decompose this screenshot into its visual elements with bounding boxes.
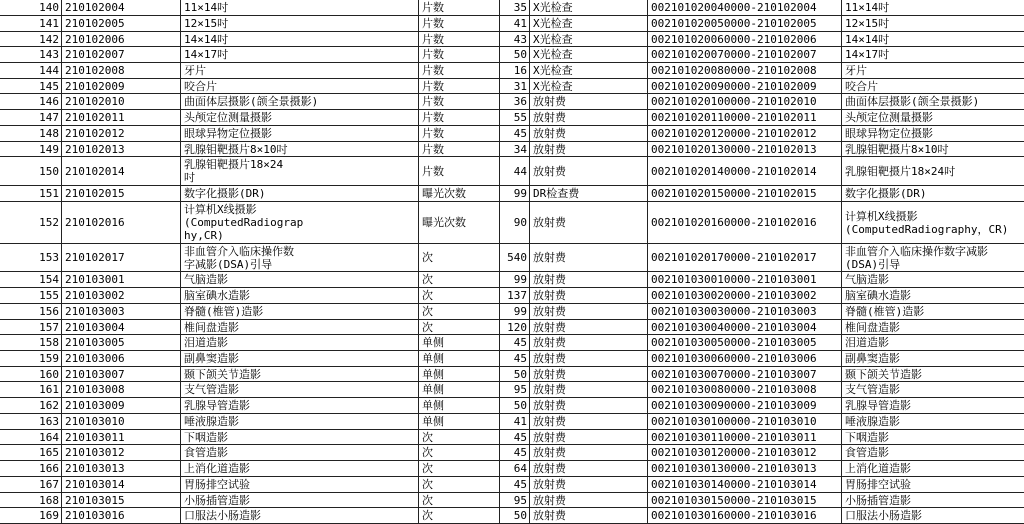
full-code-cell[interactable]: 002101030100000-210103010 (648, 414, 842, 430)
full-code-cell[interactable]: 002101030120000-210103012 (648, 445, 842, 461)
fee-category-cell[interactable]: 放射费 (530, 493, 648, 508)
row-number-cell[interactable]: 142 (0, 32, 62, 47)
item-name-full-cell[interactable]: 椎间盘造影 (842, 320, 1024, 335)
fee-category-cell[interactable]: 放射费 (530, 110, 648, 126)
row-number-cell[interactable]: 140 (0, 0, 62, 16)
full-code-cell[interactable]: 002101020070000-210102007 (648, 47, 842, 63)
fee-category-cell[interactable]: 放射费 (530, 398, 648, 414)
table-row (0, 430, 1024, 445)
cell-text-line: 乳腺钼靶摄片18×24 (184, 158, 284, 171)
item-name-full-cell[interactable]: 乳腺钼靶摄片8×10吋 (842, 142, 1024, 157)
price-cell[interactable]: 31 (500, 79, 530, 94)
price-cell[interactable]: 99 (500, 304, 530, 320)
row-number-cell[interactable]: 147 (0, 110, 62, 126)
price-cell[interactable]: 41 (500, 16, 530, 32)
unit-cell[interactable]: 曝光次数 (419, 202, 500, 244)
item-name-cell[interactable] (181, 202, 419, 244)
price-cell[interactable]: 540 (500, 244, 530, 272)
full-code-cell[interactable]: 002101020130000-210102013 (648, 142, 842, 157)
table-row (0, 202, 1024, 244)
cell-text-line: 计算机X线摄影 (184, 203, 257, 216)
table-row (0, 477, 1024, 493)
row-number-cell[interactable]: 166 (0, 461, 62, 477)
item-code-cell[interactable]: 210102007 (62, 47, 181, 63)
unit-cell[interactable]: 曝光次数 (419, 186, 500, 202)
item-code-cell[interactable]: 210102014 (62, 157, 181, 186)
item-name-full-cell[interactable]: 泪道造影 (842, 335, 1024, 351)
item-name-cell[interactable]: 小肠插管造影 (181, 493, 419, 508)
price-cell[interactable]: 137 (500, 288, 530, 304)
table-row (0, 398, 1024, 414)
unit-cell[interactable]: 片数 (419, 142, 500, 157)
full-code-cell[interactable]: 002101030040000-210103004 (648, 320, 842, 335)
unit-cell[interactable]: 片数 (419, 126, 500, 142)
item-code-cell[interactable]: 210103005 (62, 335, 181, 351)
full-code-cell[interactable]: 002101030130000-210103013 (648, 461, 842, 477)
item-code-cell[interactable]: 210103008 (62, 382, 181, 398)
full-code-cell[interactable]: 002101030060000-210103006 (648, 351, 842, 367)
row-number-cell[interactable]: 168 (0, 493, 62, 508)
fee-category-cell[interactable]: 放射费 (530, 414, 648, 430)
price-cell[interactable]: 16 (500, 63, 530, 79)
item-code-cell[interactable]: 210102016 (62, 202, 181, 244)
row-number-cell[interactable]: 148 (0, 126, 62, 142)
full-code-cell[interactable]: 002101020100000-210102010 (648, 94, 842, 110)
item-name-full-cell[interactable]: 牙片 (842, 63, 1024, 79)
row-number-cell[interactable]: 159 (0, 351, 62, 367)
cell-text-line: 吋 (184, 171, 195, 184)
full-code-cell[interactable]: 002101020140000-210102014 (648, 157, 842, 186)
item-name-cell[interactable]: 脑室碘水造影 (181, 288, 419, 304)
item-code-cell[interactable]: 210102009 (62, 79, 181, 94)
price-cell[interactable]: 64 (500, 461, 530, 477)
full-code-cell[interactable]: 002101020090000-210102009 (648, 79, 842, 94)
full-code-cell[interactable]: 002101020050000-210102005 (648, 16, 842, 32)
price-cell[interactable]: 43 (500, 32, 530, 47)
item-code-cell[interactable]: 210103011 (62, 430, 181, 445)
item-name-cell[interactable]: 12×15吋 (181, 16, 419, 32)
full-code-cell[interactable]: 002101030110000-210103011 (648, 430, 842, 445)
table-row (0, 508, 1024, 524)
item-code-cell[interactable]: 210102012 (62, 126, 181, 142)
item-name-cell[interactable]: 14×14吋 (181, 32, 419, 47)
unit-cell[interactable]: 片数 (419, 47, 500, 63)
unit-cell[interactable]: 单侧 (419, 414, 500, 430)
item-name-full-cell[interactable]: 胃肠排空试验 (842, 477, 1024, 493)
full-code-cell[interactable]: 002101030080000-210103008 (648, 382, 842, 398)
table-row (0, 414, 1024, 430)
item-code-cell[interactable]: 210102008 (62, 63, 181, 79)
item-code-cell[interactable]: 210103007 (62, 367, 181, 382)
unit-cell[interactable]: 片数 (419, 157, 500, 186)
table-row (0, 367, 1024, 382)
table-row (0, 382, 1024, 398)
fee-category-cell[interactable]: 放射费 (530, 202, 648, 244)
table-row (0, 461, 1024, 477)
row-number-cell[interactable]: 152 (0, 202, 62, 244)
table-row (0, 0, 1024, 16)
item-name-full-cell[interactable]: 上消化道造影 (842, 461, 1024, 477)
fee-category-cell[interactable]: X光检查 (530, 79, 648, 94)
row-number-cell[interactable]: 144 (0, 63, 62, 79)
item-name-cell[interactable]: 气脑造影 (181, 272, 419, 288)
price-cell[interactable]: 35 (500, 0, 530, 16)
full-code-cell[interactable]: 002101030020000-210103002 (648, 288, 842, 304)
unit-cell[interactable]: 次 (419, 320, 500, 335)
fee-category-cell[interactable]: 放射费 (530, 244, 648, 272)
row-number-cell[interactable]: 145 (0, 79, 62, 94)
price-cell[interactable]: 45 (500, 477, 530, 493)
price-cell[interactable]: 36 (500, 94, 530, 110)
unit-cell[interactable]: 单侧 (419, 367, 500, 382)
price-cell[interactable]: 41 (500, 414, 530, 430)
fee-category-cell[interactable]: 放射费 (530, 320, 648, 335)
table-row (0, 304, 1024, 320)
full-code-cell[interactable]: 002101030150000-210103015 (648, 493, 842, 508)
fee-category-cell[interactable]: 放射费 (530, 142, 648, 157)
fee-category-cell[interactable]: 放射费 (530, 351, 648, 367)
item-name-full-cell[interactable]: 食管造影 (842, 445, 1024, 461)
row-number-cell[interactable]: 162 (0, 398, 62, 414)
item-name-cell[interactable]: 椎间盘造影 (181, 320, 419, 335)
item-name-full-cell[interactable]: 14×17吋 (842, 47, 1024, 63)
row-number-cell[interactable]: 150 (0, 157, 62, 186)
item-name-cell[interactable]: 唾液腺造影 (181, 414, 419, 430)
price-cell[interactable]: 50 (500, 47, 530, 63)
item-code-cell[interactable]: 210102017 (62, 244, 181, 272)
item-name-cell[interactable]: 支气管造影 (181, 382, 419, 398)
item-code-cell[interactable]: 210102004 (62, 0, 181, 16)
table-row (0, 186, 1024, 202)
cell-text-line: hy,CR) (184, 229, 224, 242)
table-row (0, 493, 1024, 508)
item-name-full-cell[interactable]: 数字化摄影(DR) (842, 186, 1024, 202)
row-number-cell[interactable]: 146 (0, 94, 62, 110)
item-name-full-cell[interactable]: 气脑造影 (842, 272, 1024, 288)
item-name-cell[interactable]: 咬合片 (181, 79, 419, 94)
item-name-cell[interactable] (181, 244, 419, 272)
row-number-cell[interactable]: 153 (0, 244, 62, 272)
item-code-cell[interactable]: 210102015 (62, 186, 181, 202)
full-code-cell[interactable]: 002101030050000-210103005 (648, 335, 842, 351)
unit-cell[interactable]: 次 (419, 461, 500, 477)
price-cell[interactable]: 99 (500, 272, 530, 288)
full-code-cell[interactable]: 002101030070000-210103007 (648, 367, 842, 382)
table-row (0, 79, 1024, 94)
item-code-cell[interactable]: 210103010 (62, 414, 181, 430)
table-row (0, 32, 1024, 47)
row-number-cell[interactable]: 149 (0, 142, 62, 157)
unit-cell[interactable]: 次 (419, 288, 500, 304)
cell-text-line: 计算机X线摄影 (845, 209, 918, 223)
item-name-cell[interactable]: 数字化摄影(DR) (181, 186, 419, 202)
item-code-cell[interactable]: 210103016 (62, 508, 181, 524)
price-cell[interactable]: 45 (500, 126, 530, 142)
unit-cell[interactable]: 片数 (419, 79, 500, 94)
item-code-cell[interactable]: 210103012 (62, 445, 181, 461)
price-cell[interactable]: 44 (500, 157, 530, 186)
fee-category-cell[interactable]: DR检查费 (530, 186, 648, 202)
item-name-full-cell[interactable]: 副鼻窦造影 (842, 351, 1024, 367)
full-code-cell[interactable]: 002101020080000-210102008 (648, 63, 842, 79)
unit-cell[interactable]: 单侧 (419, 335, 500, 351)
price-cell[interactable]: 50 (500, 508, 530, 524)
cell-text-line: 非血管介入临床操作数字减影 (845, 244, 988, 258)
fee-category-cell[interactable]: 放射费 (530, 288, 648, 304)
item-name-cell[interactable]: 乳腺导管造影 (181, 398, 419, 414)
item-name-cell[interactable]: 食管造影 (181, 445, 419, 461)
fee-category-cell[interactable]: 放射费 (530, 477, 648, 493)
item-name-cell[interactable] (181, 157, 419, 186)
full-code-cell[interactable]: 002101030030000-210103003 (648, 304, 842, 320)
price-cell[interactable]: 45 (500, 351, 530, 367)
unit-cell[interactable]: 次 (419, 477, 500, 493)
item-name-full-cell[interactable]: 头颅定位测量摄影 (842, 110, 1024, 126)
item-name-full-cell[interactable]: 12×15吋 (842, 16, 1024, 32)
unit-cell[interactable]: 片数 (419, 94, 500, 110)
table-row (0, 126, 1024, 142)
row-number-cell[interactable]: 165 (0, 445, 62, 461)
item-code-cell[interactable]: 210103003 (62, 304, 181, 320)
unit-cell[interactable]: 片数 (419, 16, 500, 32)
fee-category-cell[interactable]: X光检查 (530, 63, 648, 79)
item-name-full-cell[interactable]: 曲面体层摄影(颌全景摄影) (842, 94, 1024, 110)
table-row (0, 244, 1024, 272)
row-number-cell[interactable]: 167 (0, 477, 62, 493)
item-name-cell[interactable]: 胃肠排空试验 (181, 477, 419, 493)
item-code-cell[interactable]: 210102006 (62, 32, 181, 47)
row-number-cell[interactable]: 164 (0, 430, 62, 445)
item-name-cell[interactable]: 头颅定位测量摄影 (181, 110, 419, 126)
table-row (0, 320, 1024, 335)
price-cell[interactable]: 50 (500, 398, 530, 414)
item-name-cell[interactable]: 副鼻窦造影 (181, 351, 419, 367)
full-code-cell[interactable]: 002101020040000-210102004 (648, 0, 842, 16)
item-name-full-cell[interactable]: 小肠插管造影 (842, 493, 1024, 508)
item-name-cell[interactable]: 下咽造影 (181, 430, 419, 445)
item-name-cell[interactable]: 脊髓(椎管)造影 (181, 304, 419, 320)
full-code-cell[interactable]: 002101020110000-210102011 (648, 110, 842, 126)
row-number-cell[interactable]: 151 (0, 186, 62, 202)
item-name-full-cell[interactable]: 咬合片 (842, 79, 1024, 94)
full-code-cell[interactable]: 002101020120000-210102012 (648, 126, 842, 142)
fee-category-cell[interactable]: 放射费 (530, 508, 648, 524)
full-code-cell[interactable]: 002101020150000-210102015 (648, 186, 842, 202)
unit-cell[interactable]: 片数 (419, 110, 500, 126)
item-name-cell[interactable]: 眼球异物定位摄影 (181, 126, 419, 142)
price-cell[interactable]: 120 (500, 320, 530, 335)
item-code-cell[interactable]: 210102005 (62, 16, 181, 32)
price-cell[interactable]: 50 (500, 367, 530, 382)
full-code-cell[interactable]: 002101020160000-210102016 (648, 202, 842, 244)
item-name-full-cell[interactable]: 眼球异物定位摄影 (842, 126, 1024, 142)
unit-cell[interactable]: 次 (419, 445, 500, 461)
table-row (0, 157, 1024, 186)
full-code-cell[interactable]: 002101030140000-210103014 (648, 477, 842, 493)
fee-category-cell[interactable]: 放射费 (530, 272, 648, 288)
item-name-full-cell[interactable] (842, 202, 1024, 244)
table-row (0, 288, 1024, 304)
full-code-cell[interactable]: 002101030010000-210103001 (648, 272, 842, 288)
item-name-cell[interactable]: 牙片 (181, 63, 419, 79)
unit-cell[interactable]: 单侧 (419, 398, 500, 414)
cell-text-line: 非血管介入临床操作数 (184, 244, 294, 258)
item-name-full-cell[interactable]: 下咽造影 (842, 430, 1024, 445)
unit-cell[interactable]: 次 (419, 304, 500, 320)
fee-category-cell[interactable]: 放射费 (530, 461, 648, 477)
item-name-cell[interactable]: 乳腺钼靶摄片8×10吋 (181, 142, 419, 157)
fee-category-cell[interactable]: 放射费 (530, 445, 648, 461)
full-code-cell[interactable]: 002101030090000-210103009 (648, 398, 842, 414)
item-code-cell[interactable]: 210102011 (62, 110, 181, 126)
item-code-cell[interactable]: 210102010 (62, 94, 181, 110)
table-row (0, 63, 1024, 79)
item-name-full-cell[interactable]: 脑室碘水造影 (842, 288, 1024, 304)
row-number-cell[interactable]: 169 (0, 508, 62, 524)
cell-text-line: (ComputedRadiograp (184, 216, 304, 229)
item-code-cell[interactable]: 210103002 (62, 288, 181, 304)
price-cell[interactable]: 34 (500, 142, 530, 157)
table-row (0, 16, 1024, 32)
item-code-cell[interactable]: 210103014 (62, 477, 181, 493)
item-name-cell[interactable]: 颞下颌关节造影 (181, 367, 419, 382)
fee-category-cell[interactable]: 放射费 (530, 304, 648, 320)
row-number-cell[interactable]: 154 (0, 272, 62, 288)
row-number-cell[interactable]: 143 (0, 47, 62, 63)
item-name-cell[interactable]: 曲面体层摄影(颌全景摄影) (181, 94, 419, 110)
fee-category-cell[interactable]: X光检查 (530, 47, 648, 63)
item-name-cell[interactable]: 14×17吋 (181, 47, 419, 63)
unit-cell[interactable]: 单侧 (419, 382, 500, 398)
table-row (0, 445, 1024, 461)
item-code-cell[interactable]: 210103006 (62, 351, 181, 367)
item-code-cell[interactable]: 210102013 (62, 142, 181, 157)
table-row (0, 335, 1024, 351)
unit-cell[interactable]: 次 (419, 508, 500, 524)
item-name-full-cell[interactable] (842, 244, 1024, 272)
fee-category-cell[interactable]: 放射费 (530, 126, 648, 142)
table-row (0, 351, 1024, 367)
unit-cell[interactable]: 片数 (419, 32, 500, 47)
item-name-full-cell[interactable]: 口服法小肠造影 (842, 508, 1024, 524)
item-code-cell[interactable]: 210103001 (62, 272, 181, 288)
row-number-cell[interactable]: 158 (0, 335, 62, 351)
cell-text-line: (DSA)引导 (845, 257, 901, 271)
item-code-cell[interactable]: 210103004 (62, 320, 181, 335)
item-name-cell[interactable]: 11×14吋 (181, 0, 419, 16)
item-name-full-cell[interactable]: 乳腺钼靶摄片18×24吋 (842, 157, 1024, 186)
unit-cell[interactable]: 次 (419, 272, 500, 288)
row-number-cell[interactable]: 161 (0, 382, 62, 398)
fee-category-cell[interactable]: 放射费 (530, 94, 648, 110)
full-code-cell[interactable]: 002101030160000-210103016 (648, 508, 842, 524)
item-code-cell[interactable]: 210103013 (62, 461, 181, 477)
price-cell[interactable]: 45 (500, 335, 530, 351)
unit-cell[interactable]: 片数 (419, 63, 500, 79)
fee-category-cell[interactable]: 放射费 (530, 367, 648, 382)
item-name-full-cell[interactable]: 11×14吋 (842, 0, 1024, 16)
table-row (0, 110, 1024, 126)
fee-category-cell[interactable]: X光检查 (530, 0, 648, 16)
item-code-cell[interactable]: 210103009 (62, 398, 181, 414)
full-code-cell[interactable]: 002101020060000-210102006 (648, 32, 842, 47)
price-cell[interactable]: 45 (500, 445, 530, 461)
unit-cell[interactable]: 单侧 (419, 351, 500, 367)
price-cell[interactable]: 45 (500, 430, 530, 445)
item-name-full-cell[interactable]: 支气管造影 (842, 382, 1024, 398)
row-number-cell[interactable]: 160 (0, 367, 62, 382)
item-name-full-cell[interactable]: 乳腺导管造影 (842, 398, 1024, 414)
table-row (0, 47, 1024, 63)
price-cell[interactable]: 95 (500, 493, 530, 508)
row-number-cell[interactable]: 155 (0, 288, 62, 304)
fee-category-cell[interactable]: 放射费 (530, 335, 648, 351)
price-cell[interactable]: 90 (500, 202, 530, 244)
full-code-cell[interactable]: 002101020170000-210102017 (648, 244, 842, 272)
item-name-cell[interactable]: 泪道造影 (181, 335, 419, 351)
fee-category-cell[interactable]: X光检查 (530, 16, 648, 32)
fee-category-cell[interactable]: 放射费 (530, 382, 648, 398)
price-cell[interactable]: 99 (500, 186, 530, 202)
fee-category-cell[interactable]: 放射费 (530, 157, 648, 186)
price-cell[interactable]: 95 (500, 382, 530, 398)
row-number-cell[interactable]: 163 (0, 414, 62, 430)
unit-cell[interactable]: 次 (419, 430, 500, 445)
item-name-full-cell[interactable]: 14×14吋 (842, 32, 1024, 47)
item-name-cell[interactable]: 上消化道造影 (181, 461, 419, 477)
unit-cell[interactable]: 片数 (419, 0, 500, 16)
item-code-cell[interactable]: 210103015 (62, 493, 181, 508)
fee-category-cell[interactable]: 放射费 (530, 430, 648, 445)
fee-category-cell[interactable]: X光检查 (530, 32, 648, 47)
unit-cell[interactable]: 次 (419, 493, 500, 508)
table-row (0, 272, 1024, 288)
item-name-full-cell[interactable]: 唾液腺造影 (842, 414, 1024, 430)
row-number-cell[interactable]: 157 (0, 320, 62, 335)
row-number-cell[interactable]: 141 (0, 16, 62, 32)
table-row (0, 94, 1024, 110)
price-cell[interactable]: 55 (500, 110, 530, 126)
item-name-full-cell[interactable]: 脊髓(椎管)造影 (842, 304, 1024, 320)
cell-text-line: 字减影(DSA)引导 (184, 257, 273, 271)
table-row (0, 142, 1024, 157)
unit-cell[interactable]: 次 (419, 244, 500, 272)
item-name-cell[interactable]: 口服法小肠造影 (181, 508, 419, 524)
row-number-cell[interactable]: 156 (0, 304, 62, 320)
cell-text-line: (ComputedRadiography，CR) (845, 222, 1009, 236)
item-name-full-cell[interactable]: 颞下颌关节造影 (842, 367, 1024, 382)
